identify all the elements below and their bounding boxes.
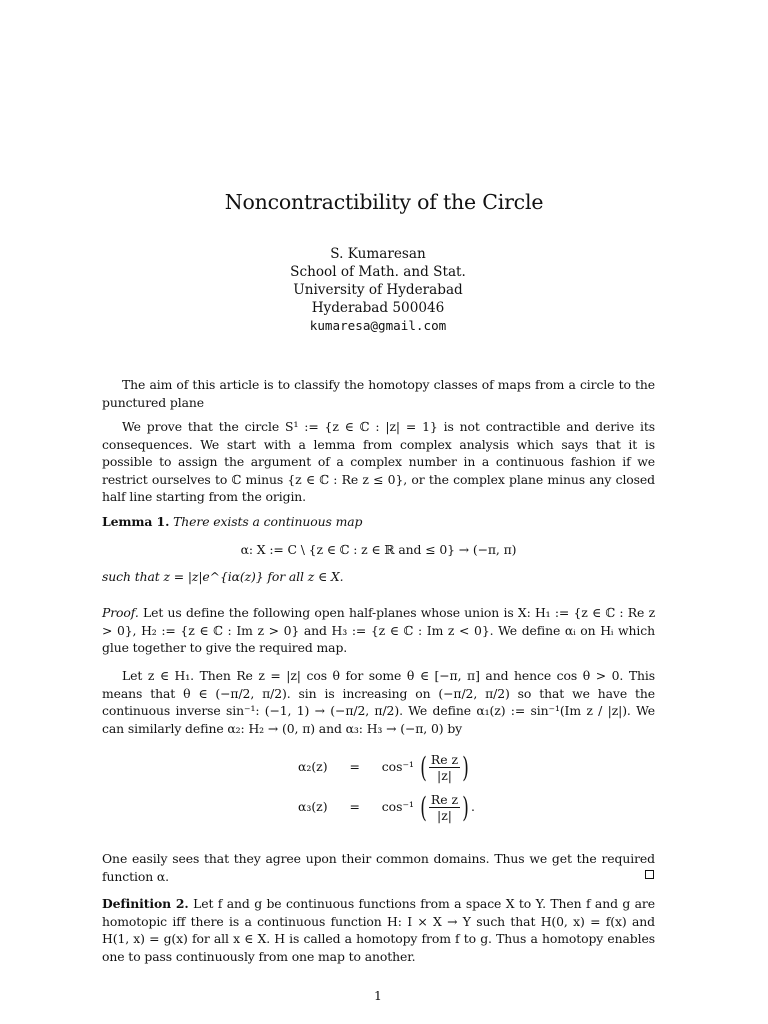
eq1-lhs: α₂(z)	[298, 759, 328, 774]
author-city: Hyderabad 500046	[311, 300, 445, 316]
paren-left-icon: (	[420, 790, 427, 824]
lemma-label: Lemma 1.	[102, 514, 170, 529]
eq2-denominator: |z|	[437, 808, 452, 823]
author-dept: School of Math. and Stat.	[290, 264, 466, 280]
proof-text-1: Let us define the following open half-planes whose union is X: H₁ := {z ∈ ℂ : Re z > 0}, H₂ := {z ∈ ℂ : Im z > 0} and H₃ := {z ∈ ℂ : Im z < 0}. We define αᵢ on Hᵢ which glue together to give the required map.	[102, 605, 655, 656]
eq1-fn: cos⁻¹	[381, 759, 414, 774]
page-number: 1	[374, 988, 382, 1003]
eq2-sign: =	[349, 799, 360, 814]
author-name: S. Kumaresan	[330, 246, 426, 262]
eq2-fraction	[429, 792, 460, 823]
eq2-lhs: α₃(z)	[298, 799, 328, 814]
definition-label: Definition 2.	[102, 896, 189, 911]
paren-right-icon: )	[462, 790, 469, 824]
lemma-tail: such that z = |z|e^{iα(z)} for all z ∈ X.	[102, 569, 344, 584]
abstract-paragraph: The aim of this article is to classify the homotopy classes of maps from a circle to the punctured plane	[102, 377, 655, 410]
lemma-equation: α: X := C \ {z ∈ ℂ : z ∈ ℝ and ≤ 0} → (−π, π)	[240, 542, 517, 557]
proof-paragraph-1	[102, 604, 655, 657]
proof-paragraph-3: One easily sees that they agree upon their common domains. Thus we get the required function α.	[102, 851, 655, 884]
proof-label: Proof.	[102, 605, 139, 620]
author-block	[0, 245, 756, 335]
lemma-statement: There exists a continuous map	[173, 514, 363, 529]
proof-paragraph-2: Let z ∈ H₁. Then Re z = |z| cos θ for some θ ∈ [−π, π] and hence cos θ > 0. This means that θ ∈ (−π/2, π/2). sin is increasing on (−π/2, π/2) so that we have the continuous inverse sin⁻¹: (−1, 1) → (−π/2, π/2). We define α₁(z) := sin⁻¹(Im z / |z|). We can similarly define α₂: H₂ → (0, π) and α₃: H₃ → (−π, 0) by	[102, 668, 655, 736]
definition-block	[102, 895, 655, 965]
author-university: University of Hyderabad	[293, 282, 463, 298]
eq1-numerator: Re z	[430, 752, 459, 767]
qed-icon	[645, 870, 654, 879]
paper-title: Noncontractibility of the Circle	[224, 190, 544, 214]
eq1-fraction	[429, 752, 460, 783]
author-email[interactable]: kumaresa@gmail.com	[309, 318, 447, 333]
definition-text: Let f and g be continuous functions from a space X to Y. Then f and g are homotopic iff there is a continuous function H: I × X → Y such that H(0, x) = f(x) and H(1, x) = g(x) for all x ∈ X. H is called a homotopy from f to g. Thus a homotopy enables one to pass continuously from one map to another.	[102, 896, 655, 964]
eq2-fn: cos⁻¹	[381, 799, 414, 814]
eq1-denominator: |z|	[437, 768, 452, 783]
eq2-numerator: Re z	[430, 792, 459, 807]
paren-right-icon: )	[462, 750, 469, 784]
equation-alpha3: α₃(z) = cos⁻¹ ( $\frac{\text{Re z}}{|z|}$ ) .	[298, 790, 475, 824]
equation-alpha2	[298, 752, 471, 783]
eq1-sign: =	[349, 759, 360, 774]
paren-left-icon: (	[420, 750, 427, 784]
lemma-block	[102, 513, 655, 531]
intro-paragraph: We prove that the circle S¹ := {z ∈ ℂ : |z| = 1} is not contractible and derive its consequences. We start with a lemma from complex analysis which says that it is possible to assign the argument of a complex number in a continuous fashion if we restrict ourselves to ℂ minus {z ∈ ℂ : Re z ≤ 0}, or the complex plane minus any closed half line starting from the origin.	[102, 419, 655, 505]
